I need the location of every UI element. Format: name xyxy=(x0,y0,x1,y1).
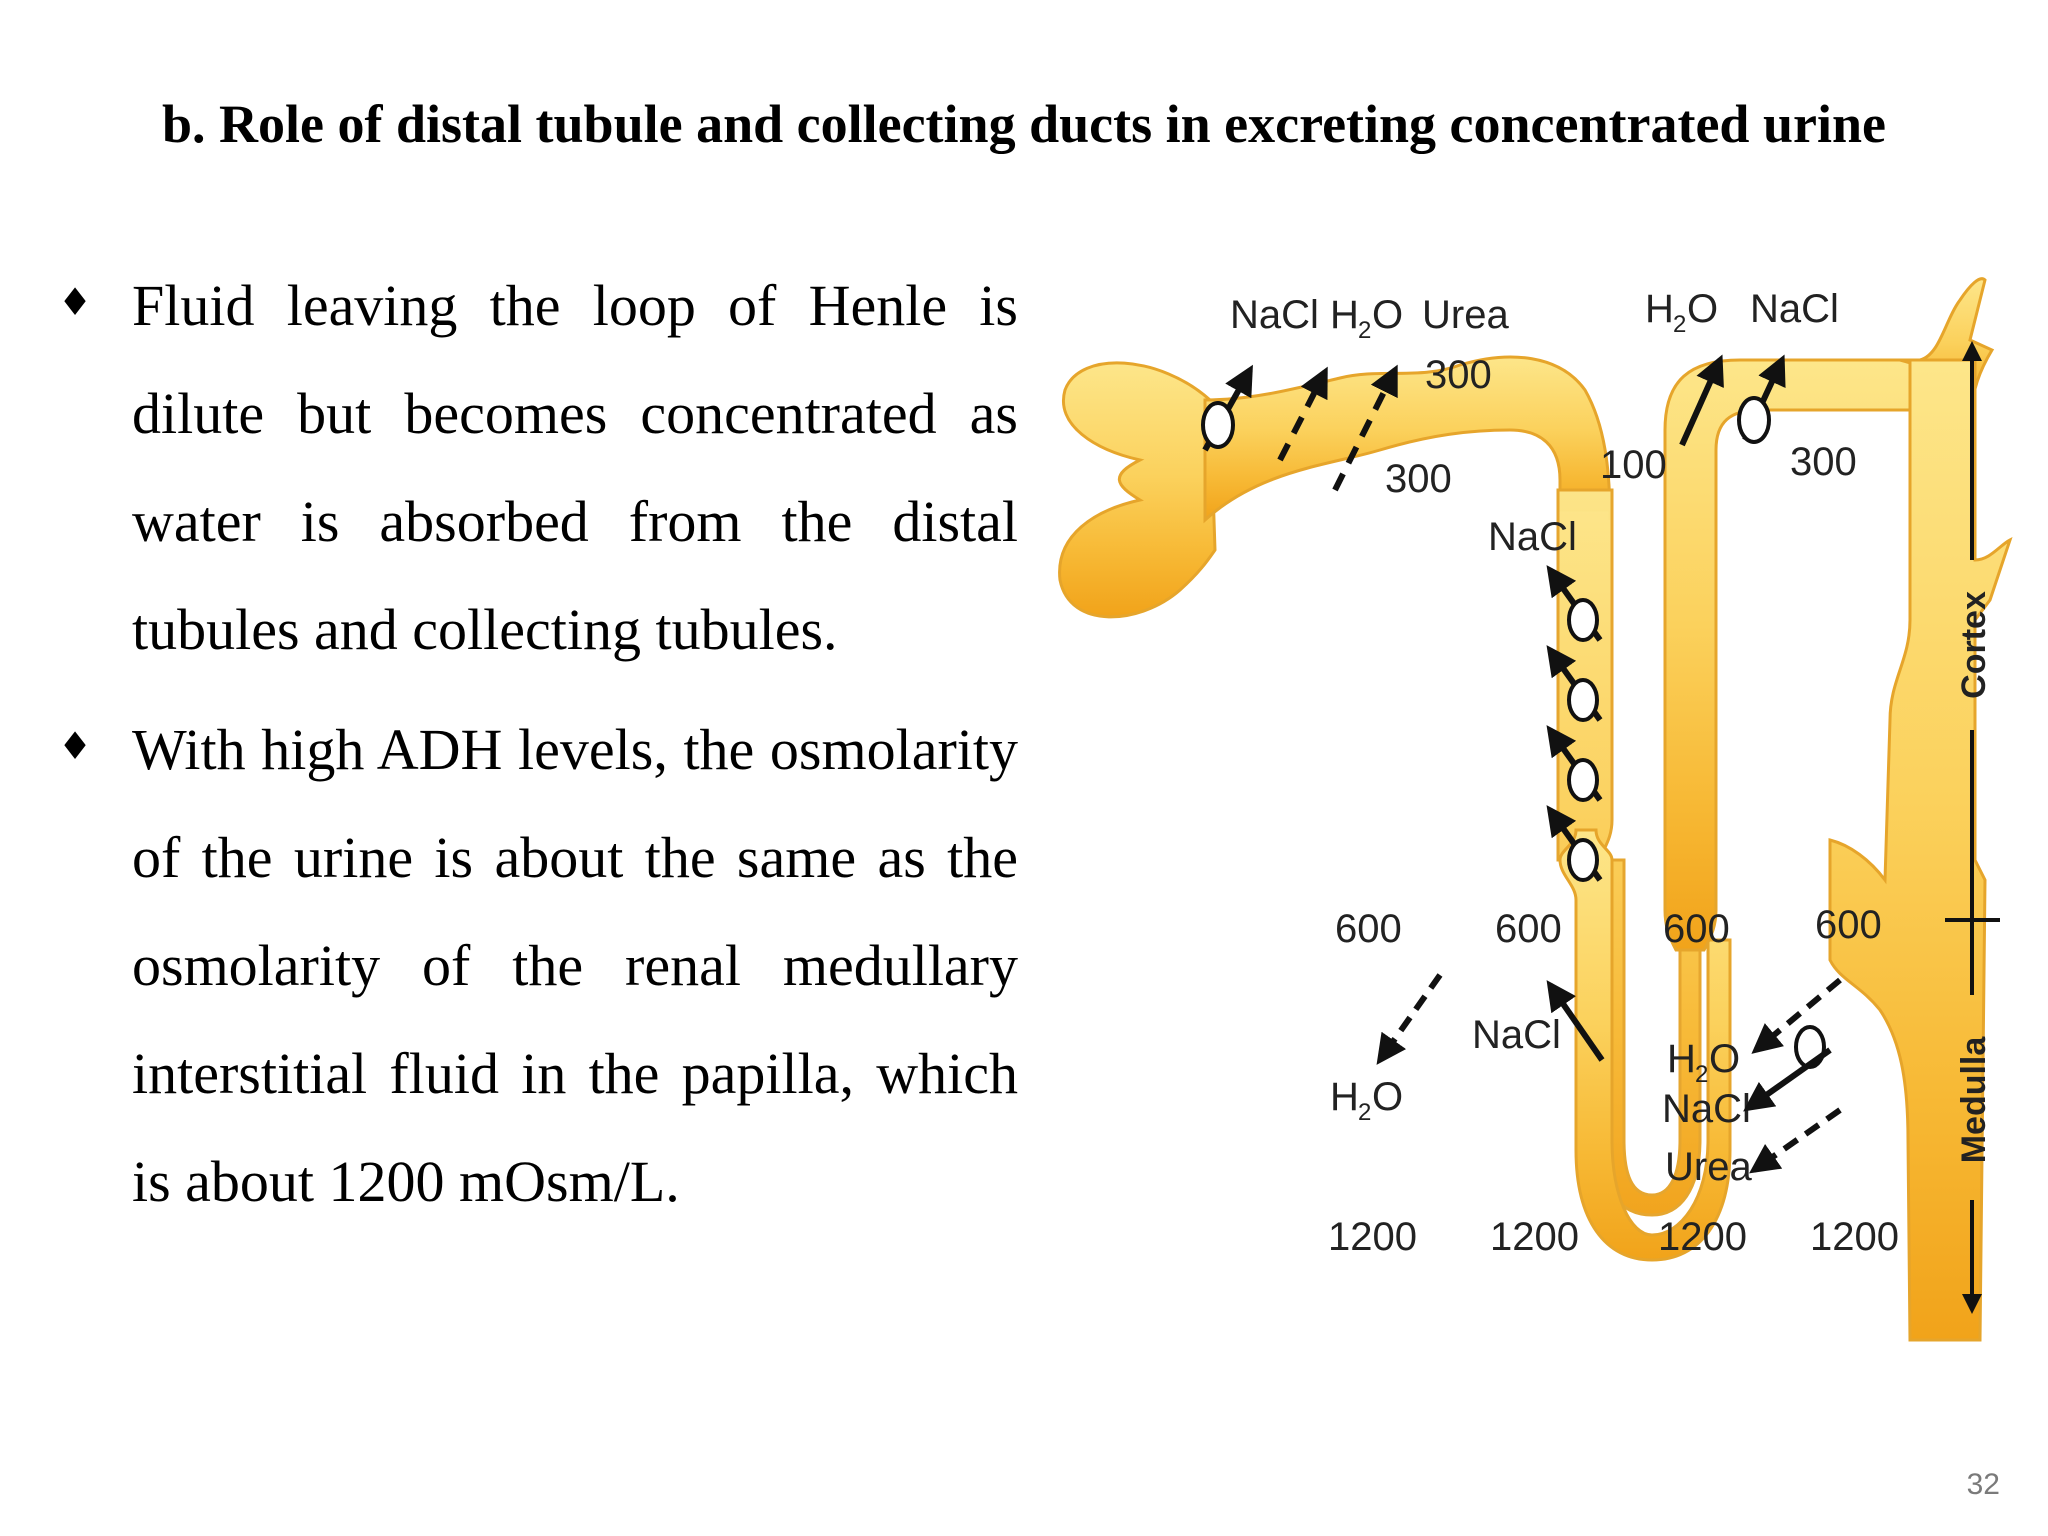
value-600-ascending: 600 xyxy=(1495,907,1562,951)
value-600-collecting-b: 600 xyxy=(1815,903,1882,947)
label-sub2-descending: 2 xyxy=(1358,1099,1372,1126)
label-urea-collecting: Urea xyxy=(1665,1145,1752,1189)
label-nacl-collecting: NaCl xyxy=(1662,1087,1751,1131)
slide-title: b. Role of distal tubule and collecting ducts in excreting concentrated urine xyxy=(162,94,1886,154)
value-1200-collecting-b: 1200 xyxy=(1810,1215,1899,1259)
descending-water-efflux xyxy=(1330,975,1440,1126)
label-nacl-top-left: NaCl xyxy=(1230,293,1319,337)
label-o-descending: O xyxy=(1372,1075,1404,1119)
value-300-proximal-top: 300 xyxy=(1425,353,1492,397)
label-h-collecting: H xyxy=(1667,1037,1696,1081)
circle-transporter-icon xyxy=(1569,600,1597,640)
label-o-top-left: O xyxy=(1372,293,1404,337)
label-nacl-top-right: NaCl xyxy=(1750,287,1839,331)
value-1200-collecting-a: 1200 xyxy=(1658,1215,1747,1259)
label-sub2-top-left: 2 xyxy=(1358,317,1372,344)
label-sub2-collecting: 2 xyxy=(1695,1061,1709,1088)
bowmans-capsule xyxy=(1060,363,1215,617)
circle-transporter-icon xyxy=(1569,840,1597,880)
label-nacl-thick-ascending: NaCl xyxy=(1488,515,1577,559)
bullet-text-2: With high ADH levels, the osmolarity of the urine is about the same as the osmolarity of the renal medullary interstitial fluid in the papilla, which is about 1200 mOsm/L. xyxy=(132,717,1018,1214)
bullet-list xyxy=(58,252,1018,1248)
circle-transporter-icon xyxy=(1569,760,1597,800)
label-h-top-right: H xyxy=(1645,287,1674,331)
label-cortex: Cortex xyxy=(1955,591,1993,699)
circle-transporter-icon xyxy=(1739,398,1769,442)
circle-transporter-icon xyxy=(1569,680,1597,720)
page-number: 32 xyxy=(1966,1468,2000,1501)
value-300-distal: 300 xyxy=(1790,440,1857,484)
label-h-descending: H xyxy=(1330,1075,1359,1119)
bullet-text-1: Fluid leaving the loop of Henle is dilute but becomes concentrated as water is absorbed from the distal tubules and collecting tubules. xyxy=(132,273,1018,662)
value-300-proximal: 300 xyxy=(1385,457,1452,501)
nephron-tubule xyxy=(1060,279,2010,1340)
label-medulla: Medulla xyxy=(1955,1036,1993,1164)
bullet-item-2 xyxy=(58,696,1018,1236)
value-600-descending: 600 xyxy=(1335,907,1402,951)
collecting-duct xyxy=(1830,360,2010,1340)
value-1200-descending: 1200 xyxy=(1328,1215,1417,1259)
value-600-collecting-a: 600 xyxy=(1663,907,1730,951)
label-sub2-top-right: 2 xyxy=(1673,311,1687,338)
label-nacl-thin-ascending: NaCl xyxy=(1472,1013,1561,1057)
diamond-bullet-icon: ♦ xyxy=(58,280,93,324)
value-100-distal: 100 xyxy=(1600,443,1667,487)
label-o-collecting: O xyxy=(1709,1037,1741,1081)
label-o-top-right: O xyxy=(1687,287,1719,331)
label-h-top-left: H xyxy=(1330,293,1359,337)
bullet-item-1 xyxy=(58,252,1018,684)
diamond-bullet-icon: ♦ xyxy=(58,724,93,768)
nephron-diagram xyxy=(1040,260,2020,1380)
label-urea-top-left: Urea xyxy=(1422,293,1509,337)
value-1200-loop: 1200 xyxy=(1490,1215,1579,1259)
circle-transporter-icon xyxy=(1203,403,1233,447)
